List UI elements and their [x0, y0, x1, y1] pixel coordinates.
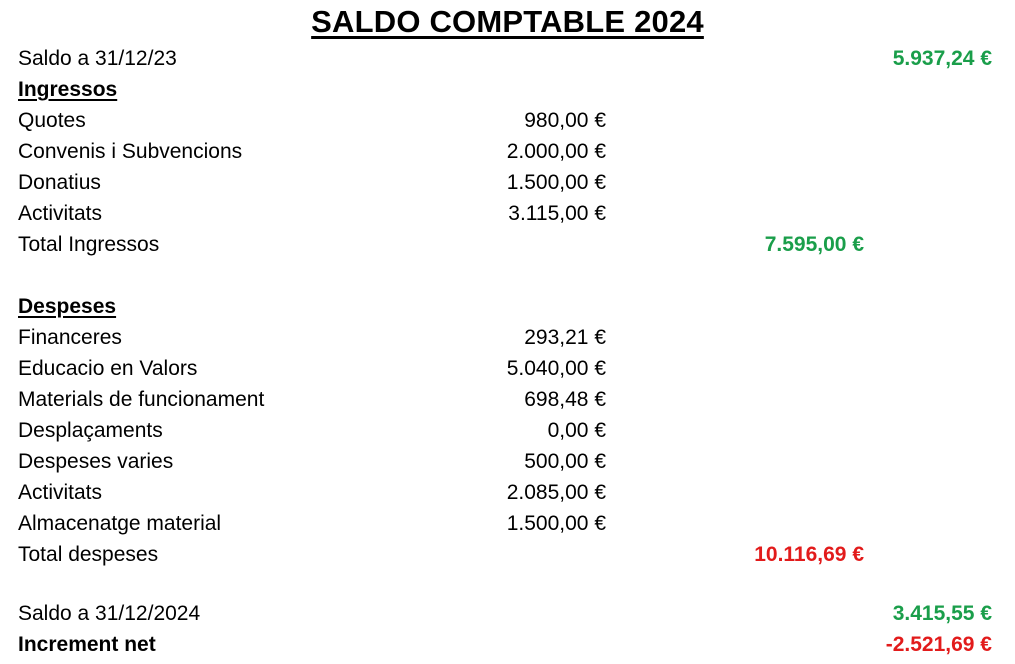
income-header: Ingressos	[18, 78, 118, 101]
expense-item-value: 0,00 €	[547, 419, 606, 442]
net-increment-label: Increment net	[18, 633, 156, 656]
income-item-value: 2.000,00 €	[506, 140, 606, 163]
expense-item-value: 5.040,00 €	[506, 357, 606, 380]
expense-row	[18, 512, 998, 543]
income-item-label: Quotes	[18, 109, 86, 132]
page-title: SALDO COMPTABLE 2024	[311, 4, 704, 39]
expense-item-label: Desplaçaments	[18, 419, 163, 442]
expense-row	[18, 481, 998, 512]
expense-row	[18, 388, 998, 419]
income-item-value: 980,00 €	[524, 109, 606, 132]
income-item-label: Donatius	[18, 171, 101, 194]
expense-item-label: Activitats	[18, 481, 103, 504]
expenses-header: Despeses	[18, 295, 117, 318]
expenses-total-value: 10.116,69 €	[754, 543, 864, 566]
expense-item-value: 500,00 €	[524, 450, 606, 473]
expense-item-value: 2.085,00 €	[506, 481, 606, 504]
income-item-value: 1.500,00 €	[506, 171, 606, 194]
net-increment-row	[18, 633, 998, 664]
closing-balance-value: 3.415,55 €	[892, 602, 992, 625]
opening-balance-value: 5.937,24 €	[892, 47, 992, 70]
expense-item-label: Despeses varies	[18, 450, 174, 473]
expense-row	[18, 419, 998, 450]
closing-balance-row	[18, 602, 998, 633]
income-total-row	[18, 233, 998, 264]
expense-row	[18, 357, 998, 388]
income-row	[18, 109, 998, 140]
expenses-header-row	[18, 295, 998, 326]
income-row	[18, 140, 998, 171]
income-item-value: 3.115,00 €	[508, 202, 606, 225]
expense-item-label: Almacenatge material	[18, 512, 222, 535]
expense-item-value: 698,48 €	[524, 388, 606, 411]
expense-item-label: Educacio en Valors	[18, 357, 198, 380]
income-item-label: Convenis i Subvencions	[18, 140, 243, 163]
income-total-value: 7.595,00 €	[764, 233, 864, 256]
income-total-label: Total Ingressos	[18, 233, 160, 256]
net-increment-value: -2.521,69 €	[885, 633, 992, 656]
expense-item-label: Materials de funcionament	[18, 388, 265, 411]
expenses-total-label: Total despeses	[18, 543, 159, 566]
opening-balance-label: Saldo a 31/12/23	[18, 47, 177, 70]
expenses-total-row	[18, 543, 998, 574]
expense-item-value: 293,21 €	[524, 326, 606, 349]
expense-item-label: Financeres	[18, 326, 122, 349]
expense-row	[18, 450, 998, 481]
income-header-row	[18, 78, 998, 109]
closing-balance-label: Saldo a 31/12/2024	[18, 602, 201, 625]
opening-balance-row	[18, 47, 998, 78]
expense-item-value: 1.500,00 €	[506, 512, 606, 535]
income-row	[18, 171, 998, 202]
income-item-label: Activitats	[18, 202, 103, 225]
income-row	[18, 202, 998, 233]
expense-row	[18, 326, 998, 357]
